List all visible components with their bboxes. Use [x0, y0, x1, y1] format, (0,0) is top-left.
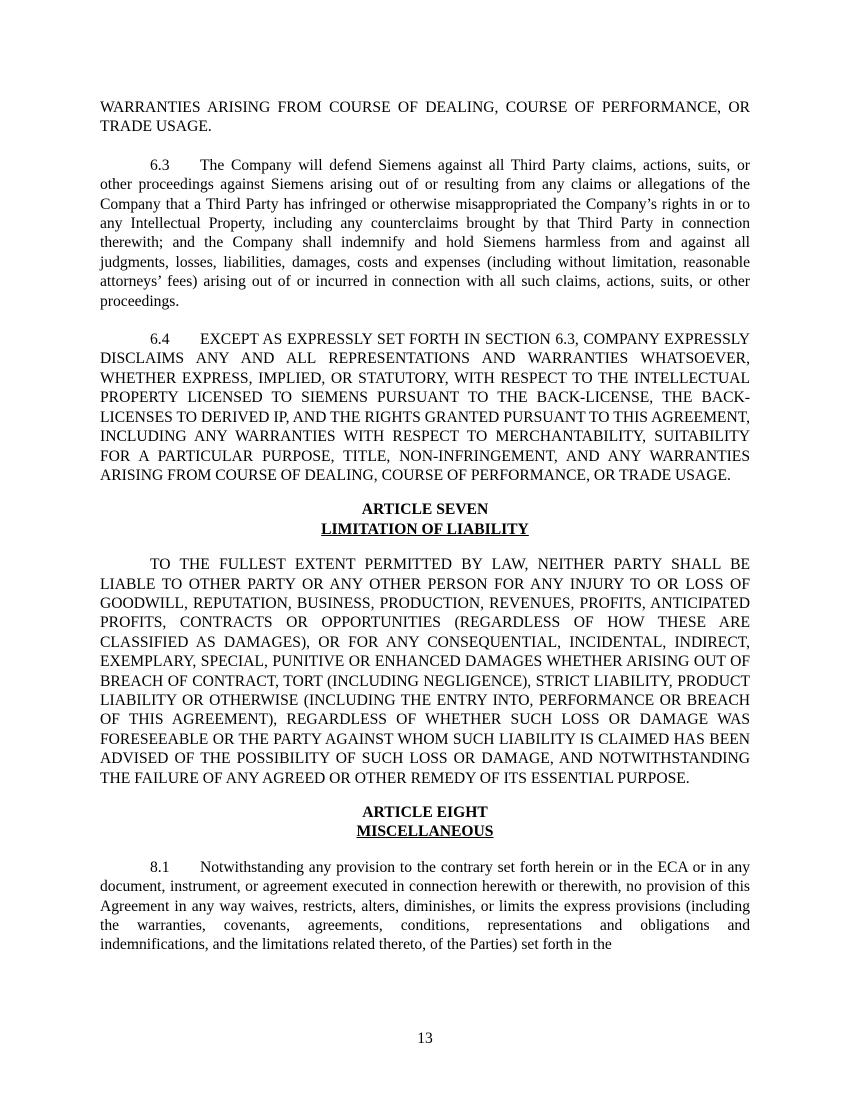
article-eight-heading — [100, 803, 750, 842]
document-body — [100, 98, 750, 955]
article-seven-heading — [100, 500, 750, 539]
page-number: 13 — [417, 1030, 433, 1047]
section-6-4-paragraph — [100, 330, 750, 485]
section-6-3-paragraph — [100, 156, 750, 311]
section-6-3-text: The Company will defend Siemens against all Third Party claims, actions, suits, or other proceedings against Siemens arising out of or resulting from any claims or allegations of the Company that a Third Party has infringed or otherwise misappropriated the Company’s rights in or to any Intellectual Property, including any counterclaims brought by that Third Party in connection therewith; and the Company shall indemnify and hold Siemens harmless from and against all judgments, losses, liabilities, damages, costs and expenses (including without limitation, reasonable attorneys’ fees) arising out of or incurred in connection with all such claims, actions, suits, or other proceedings. — [100, 156, 750, 310]
section-8-1-text: Notwithstanding any provision to the contrary set forth herein or in the ECA or in any document, instrument, or agreement executed in connection herewith or therewith, no provision of this Agreement in any way waives, restricts, alters, diminishes, or limits the express provisions (including the warranties, covenants, agreements, conditions, representations and obligations and indemnifications, and the limitations related thereto, of the Parties) set forth in the — [100, 858, 750, 954]
section-6-3-number: 6.3 — [150, 156, 170, 174]
section-8-1-number: 8.1 — [150, 858, 170, 876]
intro-paragraph: WARRANTIES ARISING FROM COURSE OF DEALING, COURSE OF PERFORMANCE, OR TRADE USAGE. — [100, 99, 750, 136]
article-eight-subtitle: MISCELLANEOUS — [356, 823, 494, 841]
section-8-1-paragraph — [100, 858, 750, 955]
article-eight-title: ARTICLE EIGHT — [362, 804, 488, 821]
article-seven-title: ARTICLE SEVEN — [361, 501, 489, 519]
article-seven-subtitle: LIMITATION OF LIABILITY — [321, 520, 529, 538]
section-6-4-number: 6.4 — [150, 331, 170, 349]
limitation-of-liability-paragraph: TO THE FULLEST EXTENT PERMITTED BY LAW, NEITHER PARTY SHALL BE LIABLE TO OTHER PARTY OR ANY OTHER PERSON FOR ANY INJURY TO OR LOSS OF GOODWILL, REPUTATION, BUSINESS, PRODUCTION, REVENUES, PROFITS, ANTICIPATED PROFITS, CONTRACTS OR OPPORTUNITIES (REGARDLESS OF HOW THESE ARE CLASSIFIED AS DAMAGES), OR FOR ANY CONSEQUENTIAL, INCIDENTAL, INDIRECT, EXEMPLARY, SPECIAL, PUNITIVE OR ENHANCED DAMAGES WHETHER ARISING OUT OF BREACH OF CONTRACT, TORT (INCLUDING NEGLIGENCE), STRICT LIABILITY, PRODUCT LIABILITY OR OTHERWISE (INCLUDING THE ENTRY INTO, PERFORMANCE OR BREACH OF THIS AGREEMENT), REGARDLESS OF WHETHER SUCH LOSS OR DAMAGE WAS FORESEEABLE OR THE PARTY AGAINST WHOM SUCH LIABILITY IS CLAIMED HAS BEEN ADVISED OF THE POSSIBILITY OF SUCH LOSS OR DAMAGE, AND NOTWITHSTANDING THE FAILURE OF ANY AGREED OR OTHER REMEDY OF ITS ESSENTIAL PURPOSE. — [100, 556, 750, 787]
section-6-4-text: EXCEPT AS EXPRESSLY SET FORTH IN SECTION 6.3, COMPANY EXPRESSLY DISCLAIMS ANY AND ALL REPRESENTATIONS AND WARRANTIES WHATSOEVER, WHETHER EXPRESS, IMPLIED, OR STATUTORY, WITH RESPECT TO THE INTELLECTUAL PROPERTY LICENSED TO SIEMENS PURSUANT TO THE BACK-LICENSE, THE BACK-LICENSES TO DERIVED IP, AND THE RIGHTS GRANTED PURSUANT TO THIS AGREEMENT, INCLUDING ANY WARRANTIES WITH RESPECT TO MERCHANTABILITY, SUITABILITY FOR A PARTICULAR PURPOSE, TITLE, NON-INFRINGEMENT, AND ANY WARRANTIES ARISING FROM COURSE OF DEALING, COURSE OF PERFORMANCE, OR TRADE USAGE. — [100, 331, 750, 484]
